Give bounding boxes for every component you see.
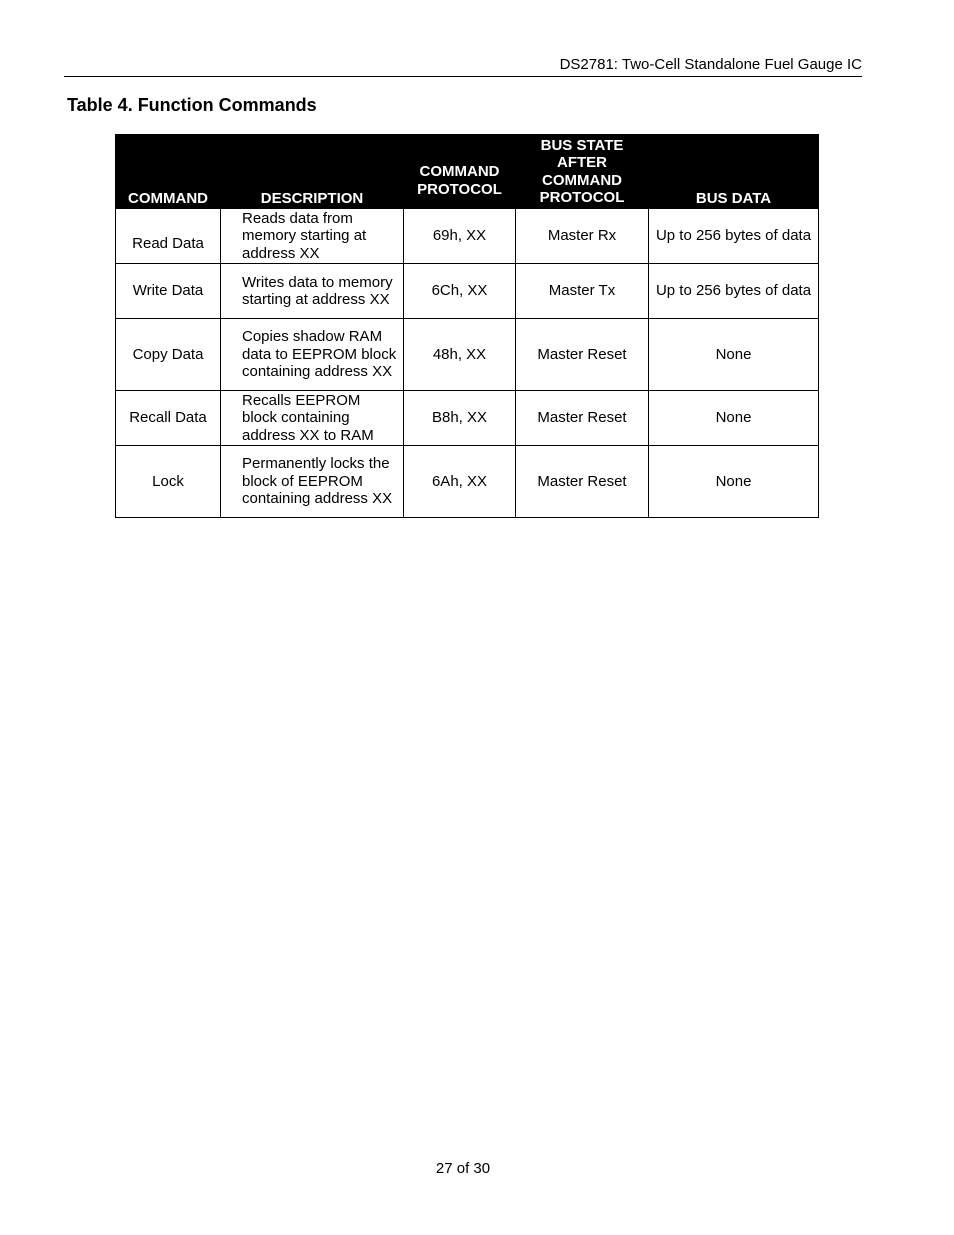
bus-state-cell: Master Rx (516, 209, 649, 264)
table-row (116, 264, 819, 319)
protocol-cell: 69h, XX (404, 209, 516, 264)
protocol-cell: 6Ah, XX (404, 446, 516, 518)
function-commands-table (115, 134, 819, 518)
bus-state-cell: Master Tx (516, 264, 649, 319)
description-cell: Permanently locks the block of EEPROM containing address XX (221, 446, 404, 518)
command-cell-text: Read Data (132, 235, 204, 253)
command-protocol-header-text: COMMAND PROTOCOL (417, 163, 502, 198)
bus-data-cell: Up to 256 bytes of data (649, 209, 819, 264)
bus-state-cell: Master Reset (516, 391, 649, 446)
bus-data-cell: None (649, 319, 819, 391)
running-header-title: DS2781: Two-Cell Standalone Fuel Gauge IC (559, 56, 862, 73)
page-number: 27 of 30 (435, 1160, 491, 1177)
table-row (116, 319, 819, 391)
bus-data-cell: None (649, 446, 819, 518)
description-cell: Reads data from memory starting at address XX (221, 209, 404, 264)
bus-state-cell: Master Reset (516, 319, 649, 391)
table-header-row (116, 135, 819, 209)
command-cell: Lock (116, 446, 221, 518)
column-header-command: COMMAND (116, 135, 221, 209)
bus-state-cell: Master Reset (516, 446, 649, 518)
column-header-bus-state: BUS STATE AFTER COMMAND PROTOCOL (516, 135, 649, 209)
command-cell: Recall Data (116, 391, 221, 446)
description-cell: Recalls EEPROM block containing address XX to RAM (221, 391, 404, 446)
column-header-command-protocol (404, 135, 516, 209)
bus-data-cell: Up to 256 bytes of data (649, 264, 819, 319)
table-title: Table 4. Function Commands (67, 95, 317, 115)
table-row (116, 446, 819, 518)
command-cell: Write Data (116, 264, 221, 319)
running-header (64, 56, 862, 77)
table-row (116, 391, 819, 446)
command-cell: Copy Data (116, 319, 221, 391)
description-cell: Copies shadow RAM data to EEPROM block containing address XX (221, 319, 404, 391)
command-cell (116, 209, 221, 264)
column-header-bus-data: BUS DATA (649, 135, 819, 209)
column-header-description: DESCRIPTION (221, 135, 404, 209)
protocol-cell: 48h, XX (404, 319, 516, 391)
protocol-cell: 6Ch, XX (404, 264, 516, 319)
description-cell: Writes data to memory starting at address XX (221, 264, 404, 319)
table-row (116, 209, 819, 264)
bus-data-cell: None (649, 391, 819, 446)
protocol-cell: B8h, XX (404, 391, 516, 446)
